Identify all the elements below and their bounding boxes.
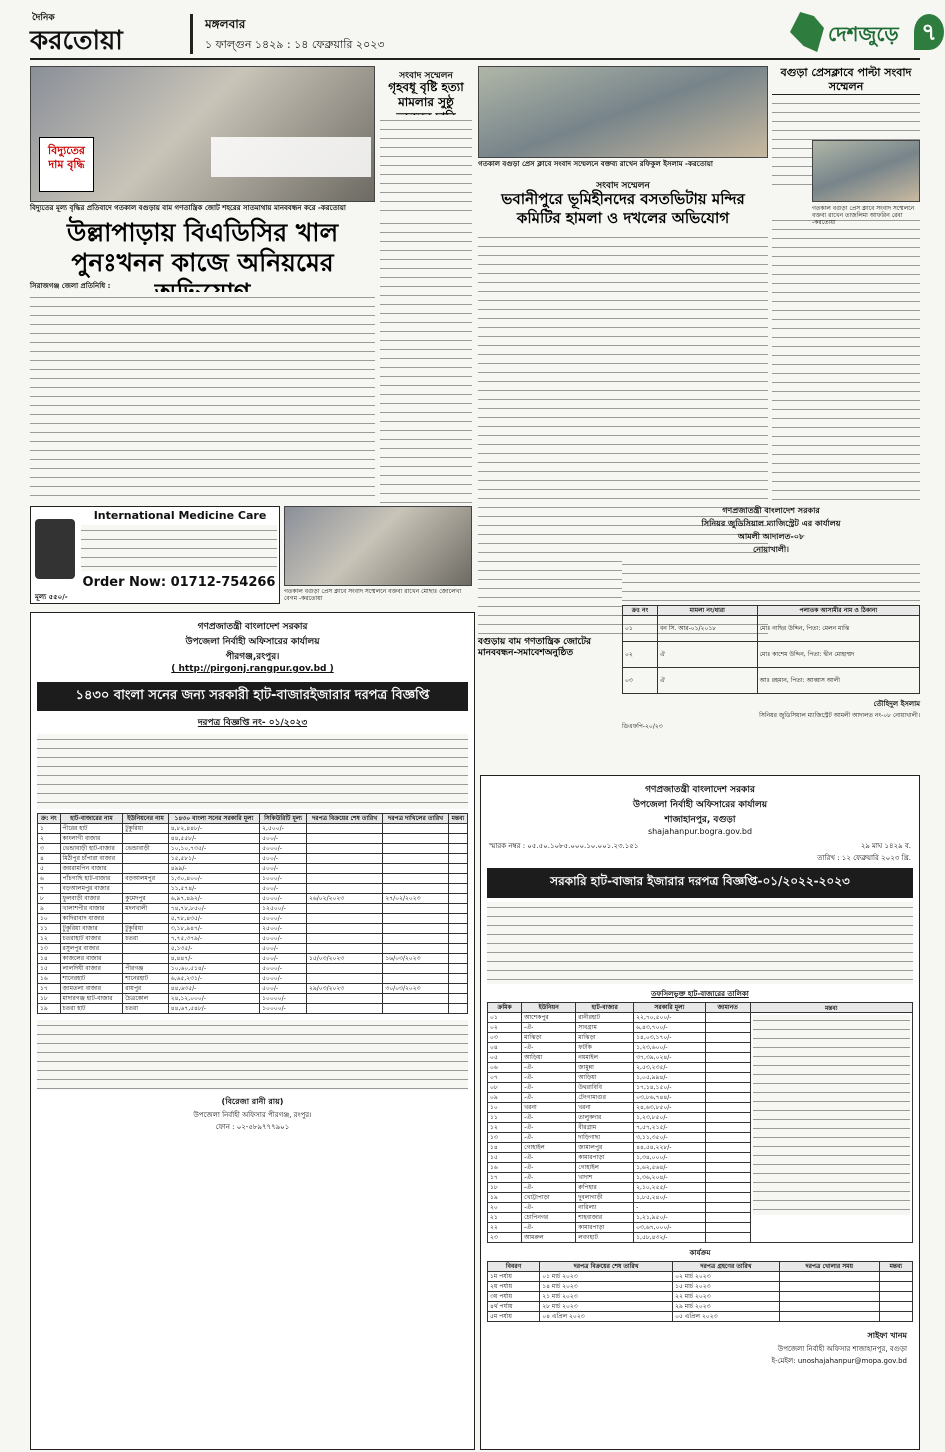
pirganj-title: ১৪৩০ বাংলা সনের জন্য সরকারী হাট-বাজারইজারার দরপত্র বিজ্ঞপ্তি (37, 682, 468, 711)
shaj-table: ক্রমিক ইউনিয়ন হাট-বাজার সরকারি মূল্য জামানত ০১ আশেকপুর রানীরহাট ২২,৭০,৫০০/- ০২ -ঐ- সাবগ্রাম ৬,৪৩,৭০০/- ০৩ মাঝিড়া মাঝিড়া ১৪,০৩,১৭০/- ০৪ -ঐ- ফটকি ১,২৩,৬০০/- ০৫ আড়িয়া নয়মাইল ৩৭,৩৯,০২৪/- ০৬ -ঐ- জামুন্না ২,৫৩,২৩৫/- ০৭ -ঐ- আড়িয়া ১,০৫,৯৯৪/- ০৮ -ঐ- উথরাবিবি ১৭,১৪,১৫০/- ০৯ -ঐ- টেংগামাগুর ০৩,৮৬,৭৪৪/- ১০ খরনা খরনা ২৪,৬৩,৮৫০/- ১১ -ঐ- তালুকদার ১,২৩,৮৫০/- ১২ -ঐ- বীরগ্রাম ৭,৫৭,২১৫/- ১৩ -ঐ- দাড়িগাছা ৩,১১,৩৫০/- ১৪ গোহাইল জামালপুর ৪৪,৫৪,২২৮/- ১৫ -ঐ- কামারপাড়া ১,৩৪,০০০/- ১৬ -ঐ- গোহাইল ১,৬২,৫৬৪/- ১৭ -ঐ- খাদাশ ১,৩৬,২০৪/- ১৮ -ঐ- রুপিহার ২,১০,২৫৫/- ১৯ খোট্টাপাড়া দুবলাগাড়ী ১,৮৫,২৪০/- ২০ -ঐ- নারিল্যা - ২১ চোপিনগর শাহবাজার ১,২১,৯৫০/- ২২ -ঐ- কামারপাড়া ০৩,৬৭,০০০/- ২৩ আমরুল লবণহাট ১,৫৮,৪৩২/- (487, 1002, 751, 1243)
paper-logo: করতোয়া (30, 26, 123, 56)
table-row: ৫ জয়রামপিন বাজার ৪৯৯/- ৫০০/- (38, 864, 468, 874)
table-row: ১০ খরনা খরনা ২৪,৬৩,৮৫০/- (488, 1103, 751, 1113)
table-row: ০১ আশেকপুর রানীরহাট ২২,৭০,৫০০/- (488, 1013, 751, 1023)
date-line: ১ ফাল্গুন ১৪২৯ : ১৪ ফেব্রুয়ারি ২০২৩ (205, 38, 385, 51)
table-row: ১৮ মাদারগঞ্জ হাট-বাজার চৈত্রকোল ২৪,১২,০০০/- ১০০০০/- (38, 994, 468, 1004)
table-row: ১৭ -ঐ- খাদাশ ১,৩৬,২০৪/- (488, 1173, 751, 1183)
ad-order: Order Now: 01712-754266 (82, 575, 276, 590)
table-row: ১ম পর্যায় ০১ মার্চ ২০২৩ ০২ মার্চ ২০২৩ (488, 1272, 913, 1282)
court-table-wrap (622, 605, 920, 732)
article-body-4b (772, 215, 920, 505)
table-row: ০৩ ঐ আঃ রহমান, পিতা: আব্বাস আলী (623, 668, 920, 694)
article-body-1 (380, 115, 472, 215)
shaj-date-bangla: ২৯ মাঘ ১৪২৯ ব. (860, 842, 911, 850)
shaj-memo: স্মারক নম্বর : ০৫.৫০.১০৮৫.০০০.১০.০০১.২৩.১৫১ (489, 842, 639, 850)
article-body-2 (30, 292, 375, 504)
table-row: ১৫ -ঐ- কামারপাড়া ১,৩৪,০০০/- (488, 1153, 751, 1163)
rally-banner: বিদ্যুতের দাম বৃদ্ধি (39, 137, 94, 192)
table-row: ০১ বন সি. আর-০১/২০১৮ মোঃ নাছির উদ্দিন, পিতা: মেলন মাঝি (623, 616, 920, 642)
table-row: ১৮ -ঐ- রুপিহার ২,১০,২৫৫/- (488, 1183, 751, 1193)
table-row: ৪র্থ পর্যায় ২৮ মার্চ ২০২৩ ২৯ মার্চ ২০২৩ (488, 1302, 913, 1312)
ad-name: International Medicine Care (93, 509, 267, 522)
medicine-ad (30, 506, 280, 604)
table-row: ৯ খালাশপীর বাজার মদনখালী ৭৪,৭৮,৮৫০/- ১২৫০০/- (38, 904, 468, 914)
table-row: ২০ -ঐ- নারিল্যা - (488, 1203, 751, 1213)
court-notice (622, 505, 920, 605)
court-col-accused: পলাতক আসামীর নাম ও ঠিকানা (757, 606, 919, 616)
shaj-office: উপজেলা নির্বাহী অফিসারের কার্যালয় (632, 800, 768, 810)
court-office: সিনিয়র জুডিসিয়াল ম্যাজিস্ট্রেট এর কার্যালয় (701, 519, 841, 528)
table-row: ১৪ কাজলের বাজার ৪,৪৪৭/- ৫০০/- ১৫/০৩/২০২৩ ১৬/০৩/২০২৩ (38, 954, 468, 964)
shaj-site[interactable]: shajahanpur.bogra.gov.bd (647, 827, 753, 836)
court-table (622, 605, 920, 694)
table-row: ০৯ -ঐ- টেংগামাগুর ০৩,৮৬,৭৪৪/- (488, 1093, 751, 1103)
table-row: ১১ টুকুরিয়া বাজার টুকুরিয়া ৩,১৮,৯৪৭/- ২৫০০/- (38, 924, 468, 934)
article-title-4: বগুড়া প্রেসক্লাবে পাল্টা সংবাদ সম্মেলন (772, 66, 920, 95)
court-signer: তৌহিদুল ইসলাম (873, 700, 920, 708)
court-col-case: মামলা নং/ধারা (657, 606, 757, 616)
table-row: ০৩ মাঝিড়া মাঝিড়া ১৪,০৩,১৭০/- (488, 1033, 751, 1043)
ad-price: মূল্য ৫৫০/- (35, 593, 68, 601)
article-title-5: বগুড়ায় বাম গণতান্ত্রিক জোটের মানববন্ধন-সমাবেশঅনুষ্ঠিত (478, 637, 591, 658)
header-divider (190, 14, 193, 54)
medicine-bottle-icon (35, 519, 75, 579)
press-right-caption: গতকাল বগুড়া প্রেস ক্লাবে সংবাদ সম্মেলনে বক্তব্য রাখেন তাজলিমা আফরিন রেবা -করতোয়া (812, 205, 915, 226)
table-row: ৮ ফুলবাড়ী বাজার কুমেদপুর ৬,৯৭,৪৯২/- ৫০০০/- ২৬/০২/২০২৩ ২৭/০২/২০২৩ (38, 894, 468, 904)
shaj-schedule-caption: কার্যক্রম (689, 1249, 711, 1257)
article-title-2: উল্লাপাড়ায় বিএডিসির খাল পুনঃখনন কাজে অনিয়মের (66, 218, 339, 277)
table-row: ০৬ -ঐ- জামুন্না ২,৫৩,২৩৫/- (488, 1063, 751, 1073)
press-top-caption: গতকাল বগুড়া প্রেস ক্লাবে সংবাদ সম্মেলনে বক্তব্য রাখেন রফিকুল ইসলাম -করতোয়া (478, 160, 713, 168)
court-ref: ডিএফপি-২০/২৩ (622, 723, 663, 730)
masthead (30, 8, 937, 60)
table-row: ০২ ঐ মোঃ কাশেম উদ্দিন, পিতা: দ্বীন মোহাম্মদ (623, 642, 920, 668)
paper-name-small: দৈনিক (32, 13, 55, 23)
table-row: ৩য় পর্যায় ২১ মার্চ ২০২৩ ২২ মার্চ ২০২৩ (488, 1292, 913, 1302)
article-kicker-1: সংবাদ সম্মেলন (399, 71, 453, 81)
table-row: ০৮ -ঐ- উথরাবিবি ১৭,১৪,১৫০/- (488, 1083, 751, 1093)
press-mid-caption: গতকাল বগুড়া প্রেস ক্লাবে সংবাদ সম্মেলনে বক্তব্য রাখেন মোছাঃ জোলেখা বেগম -করতোয়া (284, 588, 462, 602)
rally-photo (30, 66, 375, 202)
table-row: ১০ কাদিরাবাদ বাজার ৫,৭৮,৪৩৫/- ৫০০০/- (38, 914, 468, 924)
table-row: ১৩ রসুলপুর বাজার ৫,১৩৫/- ৫০০/- (38, 944, 468, 954)
table-row: ১৪ গোহাইল জামালপুর ৪৪,৫৪,২২৮/- (488, 1143, 751, 1153)
table-row: ১ পীরের হাট টুকুরিয়া ৪,৮২,৪৪৮/- ২,৫০০/- (38, 824, 468, 834)
table-row: ২য় পর্যায় ১৪ মার্চ ২০২৩ ১৫ মার্চ ২০২৩ (488, 1282, 913, 1292)
pirganj-site[interactable]: ( http://pirgonj.rangpur.gov.bd ) (171, 664, 334, 674)
shaj-title: সরকারি হাট-বাজার ইজারার দরপত্র বিজ্ঞপ্তি-০১/২০২২-২০২৩ (487, 868, 913, 898)
page-number: ৭ (914, 14, 944, 50)
table-row: ১৯ খোট্টাপাড়া দুবলাগাড়ী ১,৮৫,২৪০/- (488, 1193, 751, 1203)
press-photo-top (478, 66, 768, 158)
pirganj-subtitle: দরপত্র বিজ্ঞপ্তি নং- ০১/২০২৩ (197, 718, 308, 728)
table-row: ১২ -ঐ- বীরগ্রাম ৭,৫৭,২১৫/- (488, 1123, 751, 1133)
pirganj-place: পীরগঞ্জ,রংপুর। (225, 652, 280, 662)
press-photo-mid (284, 506, 472, 586)
table-row: ১৯ চতরা হাট চতরা ৪৪,৬৭,৫৪৮/- ১০০০০/- (38, 1004, 468, 1014)
weekday: মঙ্গলবার (205, 17, 246, 31)
table-row: ২১ চোপিনগর শাহবাজার ১,২১,৯৫০/- (488, 1213, 751, 1223)
table-row: ০৭ -ঐ- আড়িয়া ১,০৫,৯৯৪/- (488, 1073, 751, 1083)
table-row: ০২ -ঐ- সাবগ্রাম ৬,৪৩,৭০০/- (488, 1023, 751, 1033)
table-row: ৩ ভেন্ডাবাড়ী হাট-বাজার ভেন্ডাবাড়ী ১০,১০,৭৩৫/- ৫০০০/- (38, 844, 468, 854)
table-row: ১৫ লালদিঘী বাজার পীরগঞ্জ ১০,৬০,৫১৪/- ৫০০০/- (38, 964, 468, 974)
shaj-gov: গণপ্রজাতন্ত্রী বাংলাদেশ সরকার (645, 785, 755, 795)
pirganj-table: ক্র: নং হাট-বাজারের নাম ইউনিয়নের নাম ১৪৩০ বাংলা সনের সরকারি মূল্য সিকিউরিটি মূল্য দরপত্র বিক্রয়ের শেষ তারিখ দরপত্র দাখিলের তারিখ মন্তব্য ১ পীরের হাট টুকুরিয়া ৪,৮২,৪৪৮/- ২,৫০০/- ২ কাংলাগী বাজার ৪৪,৫৫৮/- ৫০০/- ৩ ভেন্ডাবাড়ী হাট-বাজার ভেন্ডাবাড়ী ১০,১০,৭৩৫/- ৫০০০/- ৪ মিঠীপুর চাঁপারা বাজার ১৫,৫৮১/- ৫০০/- ৫ জয়রামপিন বাজার ৪৯৯/- ৫০০/- ৬ পাঁচগাছি হাট-বাজার বড়আলমপুর ১,৩০,৪০০/- ১০০০/- ৭ বড়আলমপুর বাজার ১১,৫৭৪/- ৫০০/- ৮ ফুলবাড়ী বাজার কুমেদপুর ৬,৯৭,৪৯২/- ৫০০০/- ২৬/০২/২০২৩ ২৭/০২/২০২৩ ৯ খালাশপীর বাজার মদনখালী ৭৪,৭৮,৮৫০/- ১২৫০০/- ১০ কাদিরাবাদ বাজার ৫,৭৮,৪৩৫/- ৫০০০/- ১১ টুকুরিয়া বাজার টুকুরিয়া ৩,১৮,৯৪৭/- ২৫০০/- ১২ চতরাহাট বাজার চতরা ৭,৭৫,৩৭৯/- ৫০০০/- ১৩ রসুলপুর বাজার ৫,১৩৫/- ৫০০/- ১৪ কাজলের বাজার ৪,৪৪৭/- ৫০০/- ১৫/০৩/২০২৩ ১৬/০৩/২০২৩ ১৫ লালদিঘী বাজার পীরগঞ্জ ১০,৬০,৫১৪/- ৫০০০/- ১৬ শানেরহাট শানেরহাট ৬,৬৫,২৩১/- ৫০০০/- ১৭ জামতলা বাজার রায়পুর ৪৪,৬৩৫/- ৫০০/- ২৯/০৩/২০২৩ ৩০/০৩/২০২৩ ১৮ মাদারগঞ্জ হাট-বাজার চৈত্রকোল ২৪,১২,০০০/- ১০০০০/- ১৯ চতরা হাট চতরা ৪৪,৬৭,৫৪৮/- ১০০০০/- (37, 813, 468, 1014)
shaj-schedule: বিবরণ দরপত্র বিক্রয়ের শেষ তারিখ দরপত্র গ্রহণের তারিখ দরপত্র খোলার সময় মন্তব্য ১ম পর্যায় ০১ মার্চ ২০২৩ ০২ মার্চ ২০২৩ ২য় পর্যায় ১৪ মার্চ ২০২৩ ১৫ মার্চ ২০২৩ ৩য় পর্যায় ২১ মার্চ ২০২৩ ২২ মার্চ ২০২৩ ৪র্থ পর্যায় ২৮ মার্চ ২০২৩ ২৯ মার্চ ২০২৩ ৫ম পর্যায় ০৪ এপ্রিল ২০২৩ ০৫ এপ্রিল ২০২৩ (487, 1261, 913, 1322)
pirganj-signer: (বিরেজা রানী রায়) (221, 1097, 284, 1106)
table-row: ৭ বড়আলমপুর বাজার ১১,৫৭৪/- ৫০০/- (38, 884, 468, 894)
section-map-icon (790, 12, 824, 52)
shajahanpur-tender (480, 775, 920, 1450)
article-lead-2: সিরাজগঞ্জ জেলা প্রতিনিধি : (30, 282, 111, 290)
shaj-signer-title: উপজেলা নির্বাহী অফিসার শাজাহানপুর, বগুড়া (777, 1345, 907, 1353)
table-row: ৬ পাঁচগাছি হাট-বাজার বড়আলমপুর ১,৩০,৪০০/- ১০০০/- (38, 874, 468, 884)
table-row: ৪ মিঠীপুর চাঁপারা বাজার ১৫,৫৮১/- ৫০০/- (38, 854, 468, 864)
shaj-email: ই-মেইল: unoshajahanpur@mopa.gov.bd (771, 1357, 907, 1365)
table-row: ১৭ জামতলা বাজার রায়পুর ৪৪,৬৩৫/- ৫০০/- ২৯/০৩/২০২৩ ৩০/০৩/২০২৩ (38, 984, 468, 994)
shaj-date: তারিখ : ১২ ফেব্রুয়ারি ২০২৩ খ্রি. (817, 854, 911, 862)
section-title: দেশজুড়ে (828, 22, 899, 46)
pirganj-gov: গণপ্রজাতন্ত্রী বাংলাদেশ সরকার (197, 622, 308, 632)
article-title-1: গৃহবধূ বৃষ্টি হত্যা মামলার সুষ্ঠু (388, 80, 464, 109)
table-row: ২ কাংলাগী বাজার ৪৪,৫৫৮/- ৫০০/- (38, 834, 468, 844)
article-body-1b (380, 218, 472, 504)
court-gov: গণপ্রজাতন্ত্রী বাংলাদেশ সরকার (722, 506, 820, 515)
court-signer-title: সিনিয়র জুডিসিয়াল ম্যাজিস্ট্রেট আমলী আদালত নং-০৮ নোয়াখালী। (759, 712, 920, 719)
table-row: ০৪ -ঐ- ফটকি ১,২৩,৬০০/- (488, 1043, 751, 1053)
pirganj-phone: ফোন : ০২-৫৮৯৭৭৭৯০১ (215, 1123, 290, 1131)
article-kicker-3: সংবাদ সম্মেলন (596, 181, 650, 191)
table-row: ২২ -ঐ- কামারপাড়া ০৩,৬৭,০০০/- (488, 1223, 751, 1233)
shaj-place: শাজাহানপুর, বগুড়া (664, 815, 736, 825)
article-title-3: ভবানীপুরে ভূমিহীনদের বসতভিটায় মন্দির কমিটির হামলা ও দখলের অভিযোগ (501, 190, 745, 227)
court-col-no: ক্রঃ নং (623, 606, 658, 616)
rally-caption: বিদ্যুতের মূল্য বৃদ্ধির প্রতিবাদে গতকাল বগুড়ায় বাম গণতান্ত্রিক জোট শহরের সাতমাথায় মানববন্ধন করে -করতোয়া (30, 204, 346, 212)
pirganj-tender (30, 612, 475, 1450)
table-row: ১১ -ঐ- তালুকদার ১,২৩,৮৫০/- (488, 1113, 751, 1123)
court-name: আমলী আদালত-০৮ (737, 532, 805, 541)
shaj-signer: সাইফা খানম (867, 1331, 907, 1340)
shaj-table-caption: তফসিলভুক্ত হাট-বাজারের তালিকা (651, 990, 749, 998)
press-photo-right (812, 140, 920, 202)
table-row: ১৬ শানেরহাট শানেরহাট ৬,৬৫,২৩১/- ৫০০০/- (38, 974, 468, 984)
table-row: ১৬ -ঐ- গোহাইল ১,৬২,৫৬৪/- (488, 1163, 751, 1173)
table-row: ০৫ আড়িয়া নয়মাইল ৩৭,৩৯,০২৪/- (488, 1053, 751, 1063)
pirganj-signer-title: উপজেলা নির্বাহী অফিসার পীরগঞ্জ, রংপুর। (193, 1111, 312, 1119)
table-row: ৫ম পর্যায় ০৪ এপ্রিল ২০২৩ ০৫ এপ্রিল ২০২৩ (488, 1312, 913, 1322)
shaj-remarks-header: মন্তব্য (751, 1003, 913, 1013)
table-row: ১৩ -ঐ- দাড়িগাছা ৩,১১,৩৫০/- (488, 1133, 751, 1143)
table-row: ২৩ আমরুল লবণহাট ১,৫৮,৪৩২/- (488, 1233, 751, 1243)
court-district: নোয়াখালী। (752, 545, 790, 554)
table-row: ১২ চতরাহাট বাজার চতরা ৭,৭৫,৩৭৯/- ৫০০০/- (38, 934, 468, 944)
pirganj-office: উপজেলা নির্বাহী অফিসারের কার্যালয় (185, 637, 320, 647)
